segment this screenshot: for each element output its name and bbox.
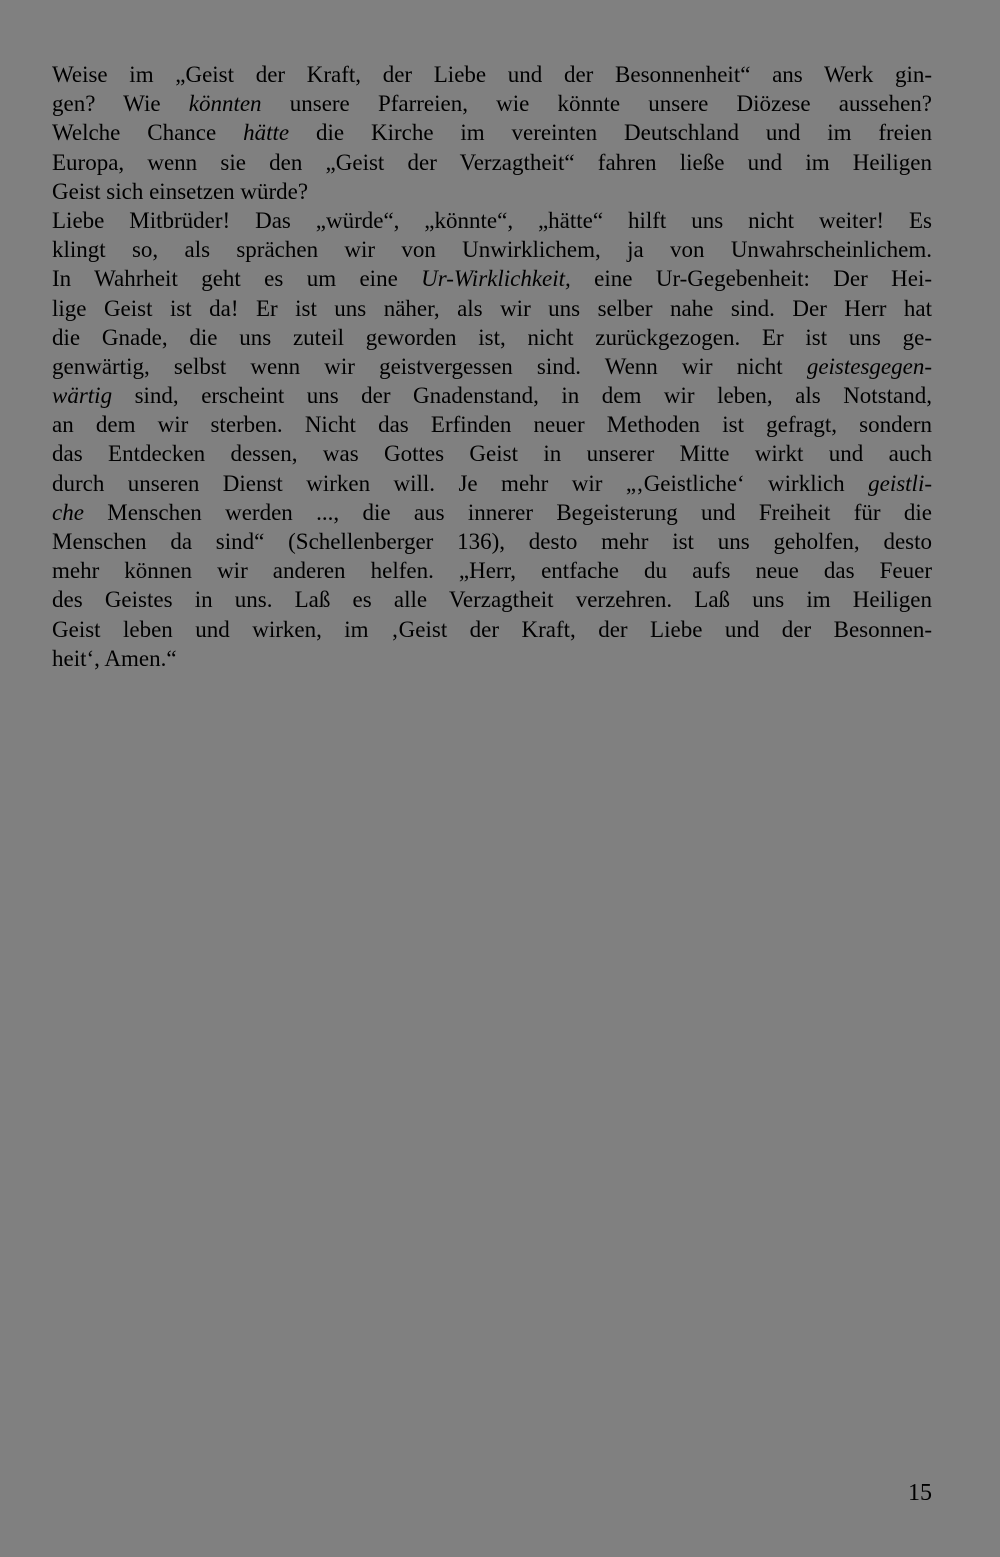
text-segment: das Entdecken dessen, was Gottes Geist in unserer Mitte wirkt und auch: [52, 441, 932, 467]
italic-text: hätte: [243, 120, 290, 146]
text-segment: des Geistes in uns. Laß es alle Verzagtheit verzehren. Laß uns im Heiligen: [52, 587, 932, 613]
text-segment: mehr können wir anderen helfen. „Herr, entfache du aufs neue das Feuer: [52, 558, 932, 584]
text-segment: In Wahrheit geht es um eine: [52, 266, 422, 292]
text-segment: eine Ur-Gegebenheit: Der Hei-: [570, 266, 933, 292]
text-line: [52, 264, 932, 293]
text-line: [52, 556, 932, 585]
text-line: [52, 498, 932, 527]
text-line: [52, 148, 932, 177]
text-segment: an dem wir sterben. Nicht das Erfinden neuer Methoden ist gefragt, sondern: [52, 412, 932, 438]
italic-text: Ur-Wirklichkeit,: [421, 266, 571, 292]
page-number: 15: [908, 1480, 932, 1506]
text-line: [52, 615, 932, 644]
italic-text: geistli-: [868, 470, 932, 496]
text-segment: unsere Pfarreien, wie könnte unsere Diözese aussehen?: [261, 91, 932, 117]
italic-text: wärtig: [52, 383, 113, 409]
text-line: [52, 206, 932, 235]
text-segment: die Kirche im vereinten Deutschland und im freien: [289, 120, 932, 146]
text-line: [52, 235, 932, 264]
text-line: [52, 469, 932, 498]
text-line: [52, 60, 932, 89]
text-segment: Weise im „Geist der Kraft, der Liebe und der Besonnenheit“ ans Werk gin-: [52, 62, 932, 87]
italic-text: geistesgegen-: [806, 353, 932, 379]
text-segment: Geist sich einsetzen würde?: [52, 178, 309, 204]
text-segment: Menschen da sind“ (Schellenberger 136), desto mehr ist uns geholfen, desto: [52, 529, 932, 554]
text-segment: Geist leben und wirken, im ‚Geist der Kraft, der Liebe und der Besonnen-: [52, 616, 932, 642]
text-segment: durch unseren Dienst wirken will. Je mehr wir „‚Geistliche‘ wirklich: [52, 470, 869, 496]
text-segment: genwärtig, selbst wenn wir geistvergessen sind. Wenn wir nicht: [52, 353, 807, 379]
italic-text: könnten: [188, 91, 262, 117]
text-line: [52, 177, 932, 206]
text-segment: klingt so, als sprächen wir von Unwirklichem, ja von Unwahrscheinlichem.: [52, 237, 932, 263]
text-segment: lige Geist ist da! Er ist uns näher, als wir uns selber nahe sind. Der Herr hat: [52, 295, 932, 321]
text-line: [52, 381, 932, 410]
text-segment: Welche Chance: [52, 120, 244, 146]
text-segment: heit‘, Amen.“: [52, 645, 177, 671]
text-segment: sind, erscheint uns der Gnadenstand, in dem wir leben, als Notstand,: [112, 383, 932, 409]
text-segment: Menschen werden ..., die aus innerer Begeisterung und Freiheit für die: [83, 499, 932, 525]
text-line: [52, 323, 932, 352]
text-line: [52, 352, 932, 381]
text-line: [52, 527, 932, 556]
text-segment: Liebe Mitbrüder! Das „würde“, „könnte“, „hätte“ hilft uns nicht weiter! Es: [52, 207, 932, 233]
text-line: [52, 118, 932, 147]
text-line: [52, 410, 932, 439]
text-segment: die Gnade, die uns zuteil geworden ist, nicht zurückgezogen. Er ist uns ge-: [52, 324, 932, 350]
text-line: [52, 294, 932, 323]
text-line: [52, 644, 932, 673]
italic-text: che: [52, 499, 84, 525]
body-text: [52, 60, 932, 673]
text-segment: gen? Wie: [52, 91, 189, 117]
text-line: [52, 89, 932, 118]
text-segment: Europa, wenn sie den „Geist der Verzagtheit“ fahren ließe und im Heiligen: [52, 149, 932, 175]
text-line: [52, 585, 932, 614]
text-line: [52, 439, 932, 468]
